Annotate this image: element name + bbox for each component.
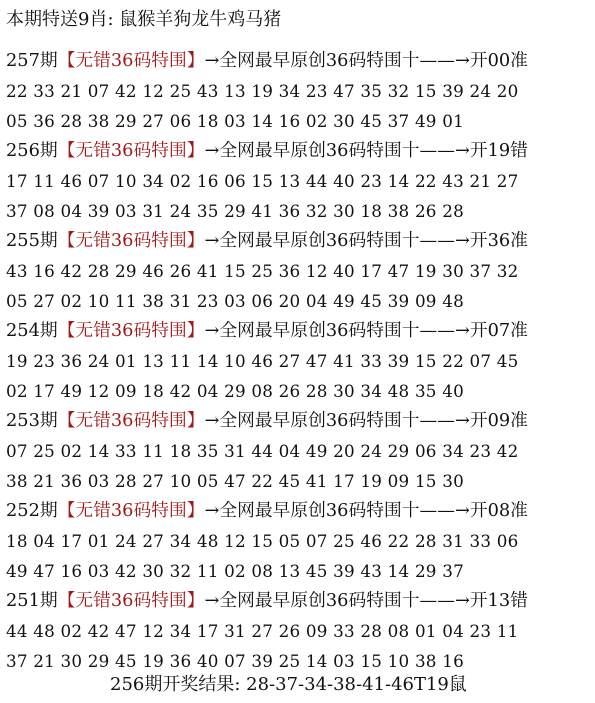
bracket-label: 【无错36码特围】	[57, 591, 205, 611]
period-list	[6, 46, 591, 676]
arrow-text: →全网最早原创36码特围十——→开	[204, 321, 488, 341]
arrow-text: →全网最早原创36码特围十——→开	[204, 51, 488, 71]
arrow-text: →全网最早原创36码特围十——→开	[204, 411, 488, 431]
number-row: 44 48 02 42 47 12 34 17 31 27 26 09 33 28 08 01 04 23 11	[6, 621, 519, 641]
period-title	[6, 406, 591, 436]
result-text: 09准	[487, 411, 528, 431]
number-row: 07 25 02 14 33 11 18 35 31 44 04 49 20 24 29 06 34 23 42	[6, 441, 519, 461]
result-text: 08准	[487, 501, 528, 521]
result-text: 07准	[487, 321, 528, 341]
result-text: 00准	[487, 51, 528, 71]
number-row: 43 16 42 28 29 46 26 41 15 25 36 12 40 17 47 19 30 37 32	[6, 261, 519, 281]
bracket-label: 【无错36码特围】	[57, 411, 205, 431]
period-block-254	[6, 316, 591, 406]
arrow-text: →全网最早原创36码特围十——→开	[204, 501, 488, 521]
number-row: 18 04 17 01 24 27 34 48 12 15 05 07 25 46 22 28 31 33 06	[6, 531, 519, 551]
bracket-label: 【无错36码特围】	[57, 141, 205, 161]
period-block-251	[6, 586, 591, 676]
issue-number: 252期	[6, 501, 58, 521]
period-title	[6, 226, 591, 256]
number-row: 05 27 02 10 11 38 31 23 03 06 20 04 49 45 39 09 48	[6, 291, 464, 311]
draw-result-footer: 256期开奖结果: 28-37-34-38-41-46T19鼠	[110, 674, 467, 695]
result-text: 19错	[487, 141, 528, 161]
period-title	[6, 46, 591, 76]
number-row: 19 23 36 24 01 13 11 14 10 46 27 47 41 33 39 15 22 07 45	[6, 351, 519, 371]
arrow-text: →全网最早原创36码特围十——→开	[204, 591, 488, 611]
bracket-label: 【无错36码特围】	[57, 501, 205, 521]
issue-number: 253期	[6, 411, 58, 431]
period-title	[6, 316, 591, 346]
number-row: 02 17 49 12 09 18 42 04 29 08 26 28 30 34 48 35 40	[6, 381, 464, 401]
arrow-text: →全网最早原创36码特围十——→开	[204, 231, 488, 251]
issue-number: 257期	[6, 51, 58, 71]
number-row: 49 47 16 03 42 30 32 11 02 08 13 45 39 43 14 29 37	[6, 561, 464, 581]
number-row: 17 11 46 07 10 34 02 16 06 15 13 44 40 23 14 22 43 21 27	[6, 171, 519, 191]
issue-number: 255期	[6, 231, 58, 251]
period-block-256	[6, 136, 591, 226]
number-row: 22 33 21 07 42 12 25 43 13 19 34 23 47 35 32 15 39 24 20	[6, 81, 519, 101]
result-text: 13错	[487, 591, 528, 611]
issue-number: 251期	[6, 591, 58, 611]
period-block-252	[6, 496, 591, 586]
period-title	[6, 136, 591, 166]
period-block-257	[6, 46, 591, 136]
bracket-label: 【无错36码特围】	[57, 51, 205, 71]
arrow-text: →全网最早原创36码特围十——→开	[204, 141, 488, 161]
bracket-label: 【无错36码特围】	[57, 231, 205, 251]
period-title	[6, 586, 591, 616]
issue-number: 256期	[6, 141, 58, 161]
number-row: 38 21 36 03 28 27 10 05 47 22 45 41 17 19 09 15 30	[6, 471, 464, 491]
issue-number: 254期	[6, 321, 58, 341]
page-header: 本期特送9肖: 鼠猴羊狗龙牛鸡马猪	[6, 9, 282, 30]
period-block-253	[6, 406, 591, 496]
period-block-255	[6, 226, 591, 316]
period-title	[6, 496, 591, 526]
number-row: 05 36 28 38 29 27 06 18 03 14 16 02 30 45 37 49 01	[6, 111, 464, 131]
bracket-label: 【无错36码特围】	[57, 321, 205, 341]
result-text: 36准	[487, 231, 528, 251]
number-row: 37 21 30 29 45 19 36 40 07 39 25 14 03 15 10 38 16	[6, 651, 464, 671]
number-row: 37 08 04 39 03 31 24 35 29 41 36 32 30 18 38 26 28	[6, 201, 464, 221]
